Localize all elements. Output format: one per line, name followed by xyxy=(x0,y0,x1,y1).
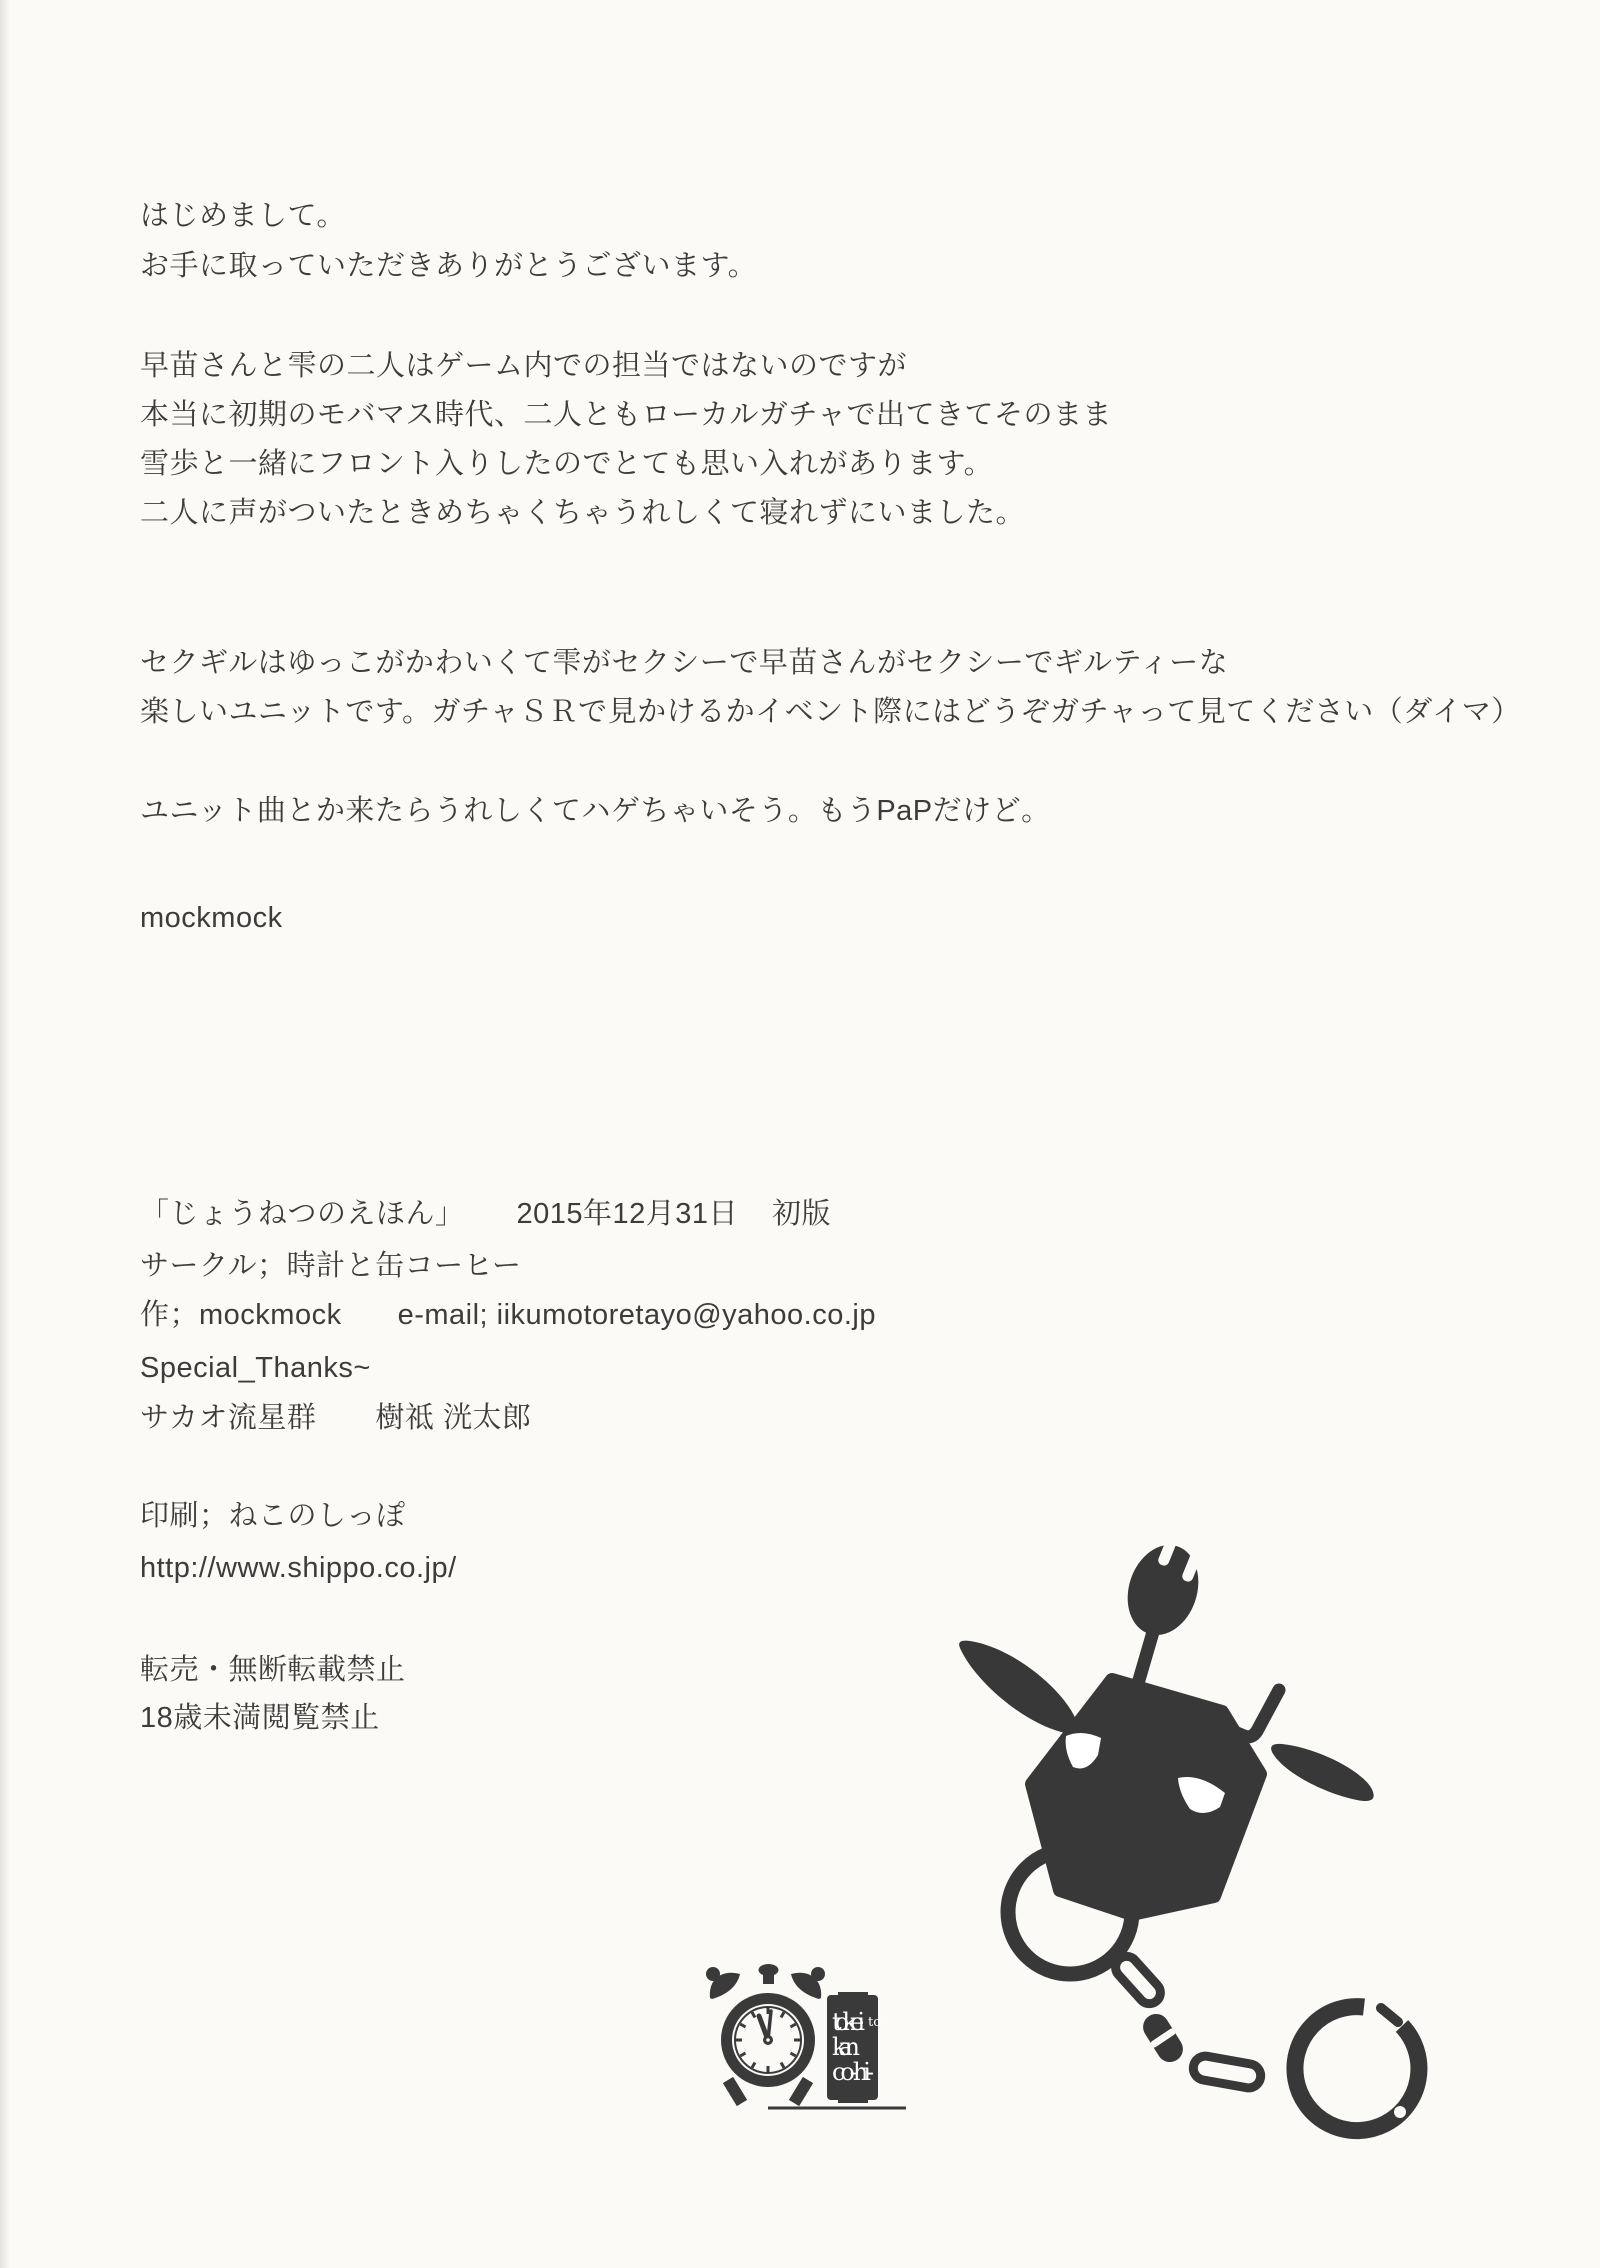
logo-word-kan: kan xyxy=(832,2033,860,2061)
chain xyxy=(1111,1952,1262,2090)
special-thanks-label: Special_Thanks~ xyxy=(140,1352,371,1384)
afterword-line: セクギルはゆっこがかわいくて雫がセクシーで早苗さんがセクシーでギルティーな xyxy=(140,647,1229,679)
logo-name-box xyxy=(827,1992,881,2103)
afterword-line: 早苗さんと雫の二人はゲーム内での担当ではないのですが xyxy=(140,350,908,382)
afterword-line: ユニット曲とか来たらうれしくてハゲちゃいそう。もうPaPだけど。 xyxy=(140,795,1051,827)
author-credit: 作；mockmock xyxy=(140,1299,342,1331)
notice-age: 18歳未満閲覧禁止 xyxy=(140,1702,380,1734)
cow-graphic xyxy=(920,1540,1460,2200)
printer-url: http://www.shippo.co.jp/ xyxy=(140,1552,457,1584)
edition-date: 2015年12月31日 xyxy=(516,1198,739,1230)
logo-word-cohi: co-hi- xyxy=(832,2058,874,2086)
afterword-line: 二人に声がついたときめちゃくちゃうれしくて寝れずにいました。 xyxy=(140,497,1026,529)
author-signature: mockmock xyxy=(140,902,283,934)
handcuff-icon xyxy=(1295,2007,1419,2131)
afterword-line: 本当に初期のモバマス時代、二人ともローカルガチャで出てきてそのまま xyxy=(140,399,1113,431)
afterword-line: 雪歩と一緒にフロント入りしたのでとても思い入れがあります。 xyxy=(140,448,994,480)
afterword-line: はじめまして。 xyxy=(140,200,346,232)
book-title: 「じょうねつのえほん」 xyxy=(140,1198,465,1230)
logo-word-tokei: tokei xyxy=(832,2008,865,2036)
printer-line: 印刷；ねこのしっぽ xyxy=(140,1500,406,1532)
edition-label: 初版 xyxy=(772,1198,832,1230)
afterword-line: お手に取っていただきありがとうございます。 xyxy=(140,250,758,282)
author-row xyxy=(140,1297,876,1333)
scan-edge xyxy=(0,0,10,2268)
circle-line: サークル；時計と缶コーヒー xyxy=(140,1250,522,1282)
cow-right-ear xyxy=(1271,1744,1374,1801)
colophon-title-row xyxy=(140,1196,831,1232)
notice-resale: 転売・無断転載禁止 xyxy=(140,1654,406,1686)
logo-word-to: to xyxy=(868,2015,882,2030)
special-thanks-names: サカオ流星群 樹祗 洸太郎 xyxy=(140,1402,532,1434)
alarm-clock-icon xyxy=(706,1964,825,2103)
afterword-line: 楽しいユニットです。ガチャＳＲで見かけるかイベント際にはどうぞガチャって見てください（ダイマ） xyxy=(140,696,1521,728)
cow-left-ear xyxy=(959,1641,1078,1734)
email-address: e-mail; iikumotoretayo@yahoo.co.jp xyxy=(397,1299,877,1331)
